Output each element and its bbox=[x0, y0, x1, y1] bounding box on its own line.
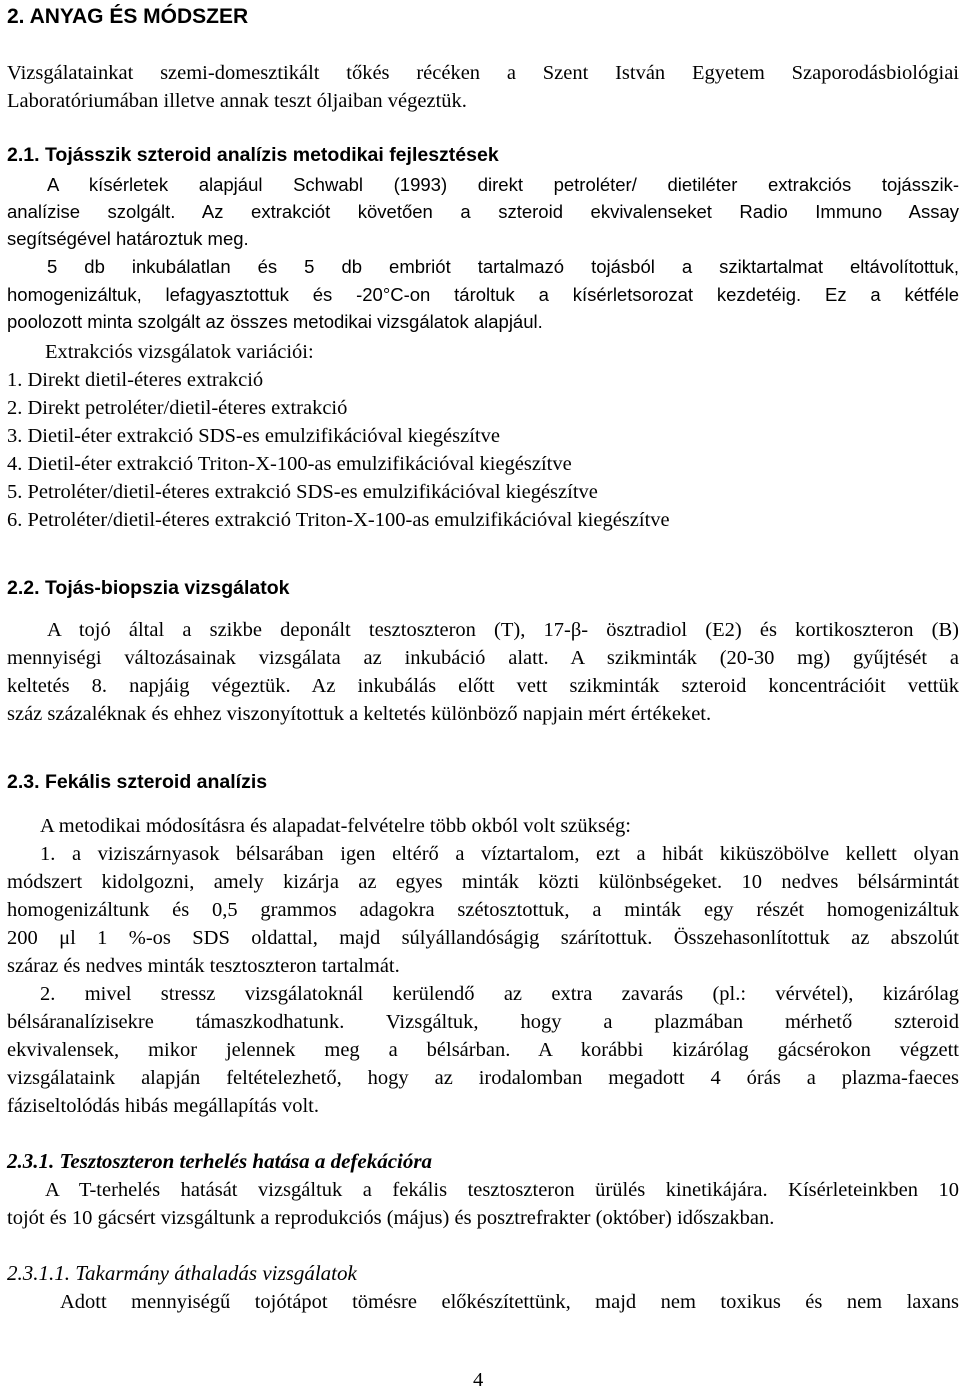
s21-line-5: homogenizáltuk, lefagyasztottuk és -20°C-on tároltuk a kísérletsorozat kezdetéig. Ez a kétféle bbox=[7, 284, 959, 305]
section-heading-2-1: 2.1. Tojásszik szteroid analízis metodikai fejlesztések bbox=[7, 144, 499, 166]
s23-line-2: 1. a viziszárnyasok bélsarában igen eltérő a víztartalom, ezt a hibát kiküszöbölve kellett olyan bbox=[40, 843, 959, 865]
extraction-list-item-2: 2. Direkt petroléter/dietil-éteres extrakció bbox=[7, 397, 348, 419]
s22-line-2: mennyiségi változásainak vizsgálata az inkubáció alatt. A szikminták (20-30 mg) gyűjtését a bbox=[7, 647, 959, 669]
intro-line-2: Laboratóriumában illetve annak teszt óljaiban végeztük. bbox=[7, 90, 467, 112]
s21-line-3: segítségével határoztuk meg. bbox=[7, 228, 249, 249]
s2311-line-1: Adott mennyiségű tojótápot tömésre előkészítettünk, majd nem toxikus és nem laxans bbox=[60, 1291, 959, 1313]
s22-line-1: A tojó által a szikbe deponált tesztoszteron (T), 17-β- ösztradiol (E2) és kortikoszteron (B) bbox=[47, 619, 959, 641]
s23-line-4: homogenizáltunk és 0,5 grammos adagokra szétosztottuk, a minták egy részét homogenizáltuk bbox=[7, 899, 959, 921]
section-heading-2-2: 2.2. Tojás-biopszia vizsgálatok bbox=[7, 577, 290, 599]
extraction-list-item-6: 6. Petroléter/dietil-éteres extrakció Triton-X-100-as emulzifikációval kiegészítve bbox=[7, 509, 670, 531]
extraction-list-item-5: 5. Petroléter/dietil-éteres extrakció SDS-es emulzifikációval kiegészítve bbox=[7, 481, 598, 503]
s23-line-8: bélsáranalízisekre támaszkodhatunk. Vizsgáltuk, hogy a plazmában mérhető szteroid bbox=[7, 1011, 959, 1033]
extraction-list-item-1: 1. Direkt dietil-éteres extrakció bbox=[7, 369, 264, 391]
s21-line-2: analízise szolgált. Az extrakciót követően a szteroid ekvivalenseket Radio Immuno Assay bbox=[7, 201, 959, 222]
section-heading-2: 2. ANYAG ÉS MÓDSZER bbox=[7, 5, 249, 28]
s231-line-1: A T-terhelés hatását vizsgáltuk a fekális tesztoszteron ürülés kinetikájára. Kísérleteinkben 10 bbox=[45, 1179, 959, 1201]
s23-line-11: fáziseltolódás hibás megállapítás volt. bbox=[7, 1095, 319, 1117]
s23-line-7: 2. mivel stressz vizsgálatoknál kerülendő az extra zavarás (pl.: vérvétel), kizárólag bbox=[40, 983, 959, 1005]
section-heading-2-3: 2.3. Fekális szteroid analízis bbox=[7, 771, 268, 793]
s23-line-10: vizsgálataink alapján feltételezhető, hogy az irodalomban megadott 4 órás a plazma-faeces bbox=[7, 1067, 959, 1089]
intro-line-1: Vizsgálatainkat szemi-domesztikált tőkés récéken a Szent István Egyetem Szaporodásbiológiai bbox=[7, 62, 959, 84]
s23-line-3: módszert kidolgozni, amely kizárja az egyes minták közti különbségeket. 10 nedves bélsármintát bbox=[7, 871, 959, 893]
s21-line-4: 5 db inkubálatlan és 5 db embriót tartalmazó tojásból a sziktartalmat eltávolítottuk, bbox=[47, 256, 959, 277]
s21-line-6: poolozott minta szolgált az összes metodikai vizsgálatok alapjául. bbox=[7, 311, 543, 332]
section-heading-2-3-1: 2.3.1. Tesztoszteron terhelés hatása a defekációra bbox=[7, 1149, 433, 1173]
s231-line-2: tojót és 10 gácsért vizsgáltunk a reprodukciós (május) és posztrefrakter (október) időszakban. bbox=[7, 1207, 775, 1229]
extraction-list-intro: Extrakciós vizsgálatok variációi: bbox=[45, 341, 314, 363]
s23-line-1: A metodikai módosításra és alapadat-felvételre több okból volt szükség: bbox=[40, 815, 631, 837]
page-number: 4 bbox=[473, 1369, 484, 1391]
s23-line-5: 200 μl 1 %-os SDS oldattal, majd súlyállandóságig szárítottuk. Összehasonlítottuk az abszolút bbox=[7, 927, 959, 949]
extraction-list-item-4: 4. Dietil-éter extrakció Triton-X-100-as emulzifikációval kiegészítve bbox=[7, 453, 572, 475]
s23-line-6: száraz és nedves minták tesztoszteron tartalmát. bbox=[7, 955, 400, 977]
s21-line-1: A kísérletek alapjául Schwabl (1993) direkt petroléter/ dietiléter extrakciós tojásszik- bbox=[47, 174, 959, 195]
s22-line-4: száz százaléknak és ehhez viszonyítottuk a keltetés különböző napjain mért értékeket. bbox=[7, 703, 712, 725]
s22-line-3: keltetés 8. napjáig végeztük. Az inkubálás előtt vett szikminták szteroid koncentrációit vettük bbox=[7, 675, 959, 697]
extraction-list-item-3: 3. Dietil-éter extrakció SDS-es emulzifikációval kiegészítve bbox=[7, 425, 500, 447]
s23-line-9: ekvivalensek, mikor jelennek meg a bélsárban. A korábbi kizárólag gácsérokon végzett bbox=[7, 1039, 959, 1061]
section-heading-2-3-1-1: 2.3.1.1. Takarmány áthaladás vizsgálatok bbox=[7, 1261, 357, 1285]
